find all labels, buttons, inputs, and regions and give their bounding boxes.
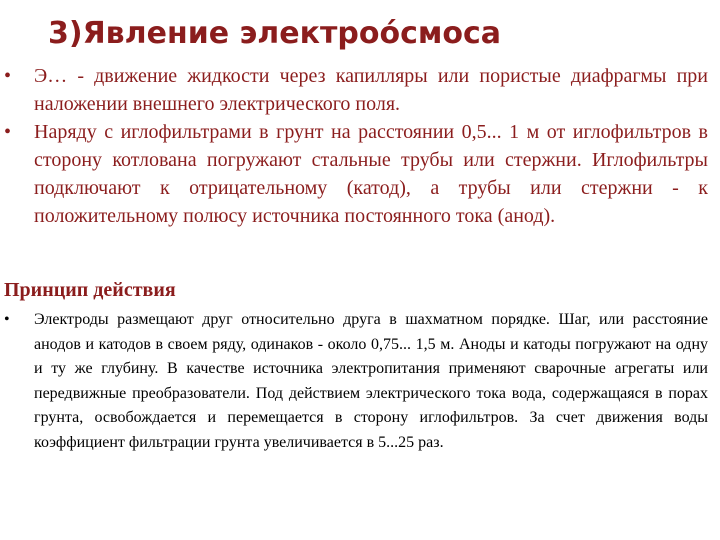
bullet-item <box>4 62 708 118</box>
bullet-text: Э… - движение жидкости через капилляры или пористые диафрагмы при наложении внешнего электрического поля. <box>34 65 708 115</box>
bullet-marker: • <box>4 65 12 87</box>
bullet-marker: • <box>4 311 10 328</box>
bullet-text: Электроды размещают друг относительно друга в шахматном порядке. Шаг, или расстояние анодов и катодов в своем ряду, одинаков - около 0,75... 1,5 м. Аноды и катоды погружают на одну и ту же глубину. В качестве источника электропитания применяют сварочные агрегаты или передвижные преобразователи. Под действием электрического тока вода, содержащаяся в порах грунта, освобождается и перемещается в сторону иглофильтров. За счет движения воды коэффициент фильтрации грунта увеличивается в 5...25 раз. <box>34 311 708 451</box>
section-heading: Принцип действия <box>4 279 176 301</box>
bullet-item <box>4 118 708 230</box>
principle-section <box>4 308 708 455</box>
bullet-text: Наряду с иглофильтрами в грунт на расстоянии 0,5... 1 м от иглофильтров в сторону котлована погружают стальные трубы или стержни. Иглофильтры подключают к отрицательному (катод), а трубы или стержни - к положительному полюсу источника постоянного тока (анод). <box>34 121 708 227</box>
bullet-marker: • <box>4 121 12 143</box>
bullet-item <box>4 308 708 455</box>
slide-title: 3)Явление электроо́смоса <box>48 16 502 51</box>
definition-section <box>4 62 708 230</box>
